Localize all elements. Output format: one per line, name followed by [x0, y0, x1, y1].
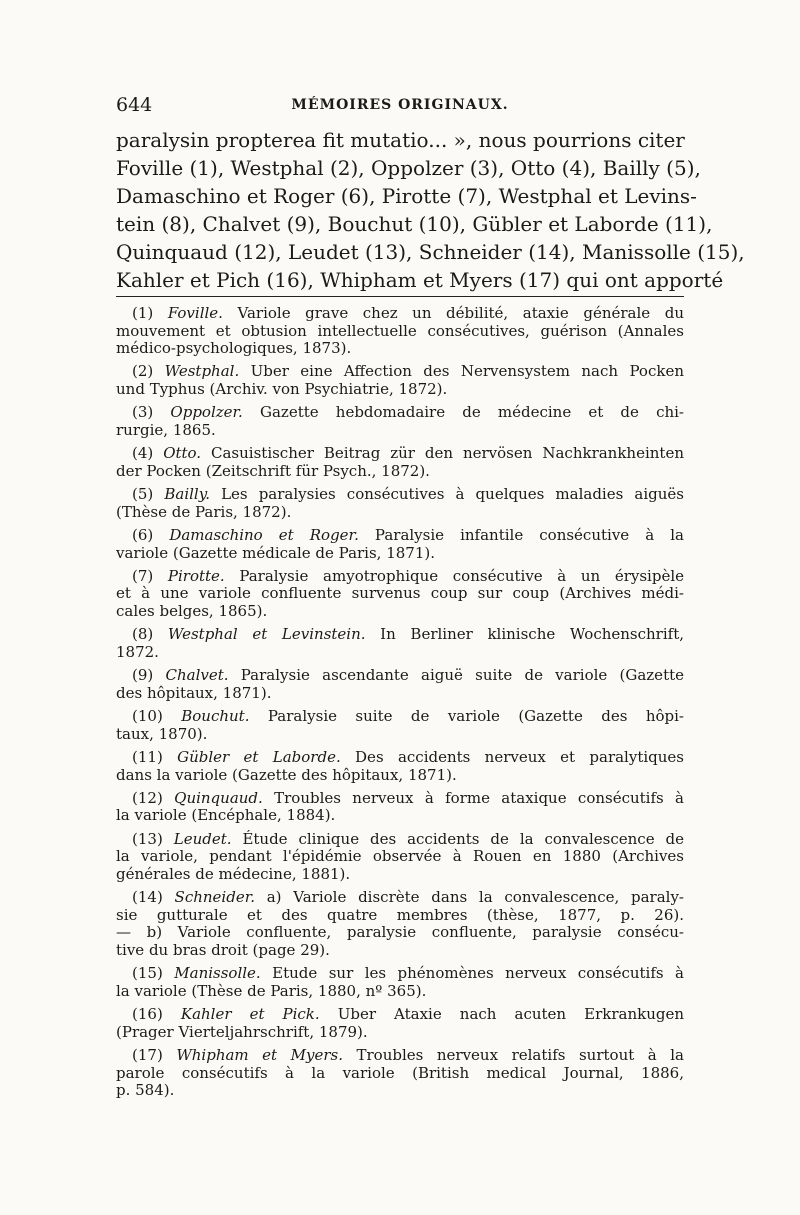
footnote-author: Westphal.: [164, 362, 240, 381]
footnote-line: cales belges, 1865).: [116, 602, 268, 621]
footnote-first-line: [116, 667, 684, 685]
body-paragraph: [116, 126, 745, 294]
footnote-first-line: [116, 831, 684, 849]
footnote-line: (Prager Vierteljahrschrift, 1879).: [116, 1022, 368, 1041]
running-title: MÉMOIRES ORIGINAUX.: [291, 97, 509, 113]
footnote-author: Manissolle.: [174, 964, 261, 983]
footnote-number: (8): [132, 625, 154, 644]
footnote-line: la variole (Thèse de Paris, 1880, nº 365).: [116, 981, 427, 1000]
footnote-item: [116, 363, 684, 398]
footnote-line: sie gutturale et des quatre membres (thèse, 1877, p. 26).: [116, 905, 684, 924]
footnote-line: variole (Gazette médicale de Paris, 1871).: [116, 543, 436, 562]
footnote-line: tive du bras droit (page 29).: [116, 940, 330, 959]
footnote-text: Paralysie suite de variole (Gazette des hôpi-: [249, 707, 684, 726]
footnote-text: Paralysie ascendante aiguë suite de variole (Gazette: [228, 666, 684, 685]
footnote-text: Troubles nerveux relatifs surtout à la: [342, 1045, 685, 1064]
footnote-line: taux, 1870).: [116, 724, 208, 743]
footnote-text: Uber Ataxie nach acuten Erkrankugen: [319, 1005, 684, 1024]
footnote-author: Bouchut.: [181, 707, 250, 726]
body-line: paralysin propterea fit mutatio... », nous pourrions citer: [116, 128, 685, 152]
body-line: Damaschino et Roger (6), Pirotte (7), Westphal et Levins-: [116, 184, 697, 208]
footnote-divider: [116, 296, 684, 297]
footnote-first-line: [116, 404, 684, 422]
footnote-text: Les paralysies consécutives à quelques maladies aiguës: [209, 485, 684, 504]
footnote-line: der Pocken (Zeitschrift für Psych., 1872).: [116, 461, 430, 480]
footnote-first-line: [116, 486, 684, 504]
footnote-number: (9): [132, 666, 154, 685]
footnote-line: mouvement et obtusion intellectuelle consécutives, guérison (Annales: [116, 321, 684, 340]
footnote-number: (17): [132, 1045, 163, 1064]
footnote-text: Étude clinique des accidents de la convalescence de: [231, 829, 684, 848]
footnote-first-line: [116, 305, 684, 323]
footnote-text: a) Variole discrète dans la convalescence, paraly-: [255, 888, 684, 907]
footnote-line: parole consécutifs à la variole (British medical Journal, 1886,: [116, 1063, 684, 1082]
footnote-number: (4): [132, 444, 154, 463]
footnote-text: Uber eine Affection des Nervensystem nach Pocken: [239, 362, 684, 381]
footnote-first-line: [116, 965, 684, 983]
footnote-text: Paralysie amyotrophique consécutive à un érysipèle: [224, 566, 684, 585]
footnote-line: und Typhus (Archiv. von Psychiatrie, 1872).: [116, 380, 448, 399]
footnote-number: (13): [132, 829, 163, 848]
footnote-text: Variole grave chez un débilité, ataxie générale du: [222, 304, 684, 322]
footnote-text: Etude sur les phénomènes nerveux consécutifs à: [260, 964, 684, 983]
footnote-number: (11): [132, 747, 163, 766]
footnote-number: (3): [132, 403, 154, 422]
footnote-line: et à une variole confluente survenus coup sur coup (Archives médi-: [116, 584, 684, 603]
footnote-author: Damaschino et Roger.: [169, 525, 359, 544]
footnote-item: [116, 831, 684, 884]
footnote-first-line: [116, 1006, 684, 1024]
footnote-line: p. 584).: [116, 1081, 175, 1100]
footnote-author: Gübler et Laborde.: [177, 747, 341, 766]
footnote-number: (7): [132, 566, 154, 585]
body-line: tein (8), Chalvet (9), Bouchut (10), Gübler et Laborde (11),: [116, 212, 713, 236]
footnote-item: [116, 486, 684, 521]
footnote-first-line: [116, 568, 684, 586]
footnote-line: dans la variole (Gazette des hôpitaux, 1871).: [116, 765, 457, 784]
footnote-item: [116, 305, 684, 358]
footnote-author: Bailly.: [164, 485, 210, 504]
footnote-first-line: [116, 790, 684, 808]
footnote-author: Schneider.: [174, 888, 255, 907]
footnote-line: médico-psychologiques, 1873).: [116, 339, 352, 358]
footnote-number: (12): [132, 788, 163, 807]
footnote-line: — b) Variole confluente, paralysie confluente, paralysie consécu-: [116, 923, 684, 942]
footnote-text: Casuistischer Beitrag zür den nervösen Nachkrankheinten: [201, 444, 684, 463]
footnote-line: la variole, pendant l'épidémie observée à Rouen en 1880 (Archives: [116, 847, 684, 866]
footnote-line: des hôpitaux, 1871).: [116, 683, 272, 702]
page-header: [116, 94, 684, 120]
footnote-author: Quinquaud.: [174, 788, 263, 807]
footnote-first-line: [116, 363, 684, 381]
footnote-number: (6): [132, 525, 154, 544]
footnote-author: Leudet.: [173, 829, 232, 848]
footnote-number: (15): [132, 964, 163, 983]
footnote-author: Westphal et Levinstein.: [167, 625, 366, 644]
footnote-item: [116, 749, 684, 784]
body-line: Foville (1), Westphal (2), Oppolzer (3), Otto (4), Bailly (5),: [116, 156, 701, 180]
footnote-item: [116, 626, 684, 661]
footnote-first-line: [116, 1047, 684, 1065]
footnote-item: [116, 889, 684, 959]
footnote-number: (16): [132, 1005, 163, 1024]
footnote-text: Gazette hebdomadaire de médecine et de chi-: [242, 403, 684, 422]
footnote-text: Paralysie infantile consécutive à la: [358, 525, 684, 544]
footnote-item: [116, 568, 684, 621]
footnote-item: [116, 1047, 684, 1100]
footnote-first-line: [116, 626, 684, 644]
footnote-item: [116, 527, 684, 562]
footnote-first-line: [116, 708, 684, 726]
footnote-author: Kahler et Pick.: [180, 1005, 320, 1024]
body-line: Kahler et Pich (16), Whipham et Myers (17) qui ont apporté: [116, 268, 724, 292]
footnote-line: la variole (Encéphale, 1884).: [116, 806, 336, 825]
footnote-text: Des accidents nerveux et paralytiques: [340, 747, 684, 766]
footnote-text: Troubles nerveux à forme ataxique consécutifs à: [262, 788, 684, 807]
footnote-first-line: [116, 889, 684, 907]
footnote-author: Chalvet.: [165, 666, 229, 685]
footnote-first-line: [116, 527, 684, 545]
footnotes: [116, 305, 684, 1105]
footnote-line: générales de médecine, 1881).: [116, 864, 351, 883]
body-line: Quinquaud (12), Leudet (13), Schneider (14), Manissolle (15),: [116, 240, 745, 264]
footnote-number: (1): [132, 304, 154, 322]
footnote-number: (10): [132, 707, 163, 726]
footnote-first-line: [116, 749, 684, 767]
footnote-line: (Thèse de Paris, 1872).: [116, 502, 292, 521]
footnote-author: Foville.: [167, 304, 223, 322]
footnote-text: In Berliner klinische Wochenschrift,: [365, 625, 684, 644]
footnote-item: [116, 1006, 684, 1041]
footnote-item: [116, 667, 684, 702]
footnote-author: Whipham et Myers.: [176, 1045, 343, 1064]
footnote-item: [116, 708, 684, 743]
footnote-number: (2): [132, 362, 154, 381]
footnote-item: [116, 790, 684, 825]
footnote-author: Otto.: [163, 444, 202, 463]
footnote-author: Oppolzer.: [170, 403, 243, 422]
footnote-line: rurgie, 1865.: [116, 420, 216, 439]
page-number: 644: [116, 94, 153, 116]
footnote-number: (14): [132, 888, 163, 907]
footnote-author: Pirotte.: [167, 566, 225, 585]
footnote-item: [116, 404, 684, 439]
footnote-line: 1872.: [116, 642, 159, 661]
footnote-item: [116, 965, 684, 1000]
footnote-number: (5): [132, 485, 154, 504]
footnote-first-line: [116, 445, 684, 463]
footnote-item: [116, 445, 684, 480]
